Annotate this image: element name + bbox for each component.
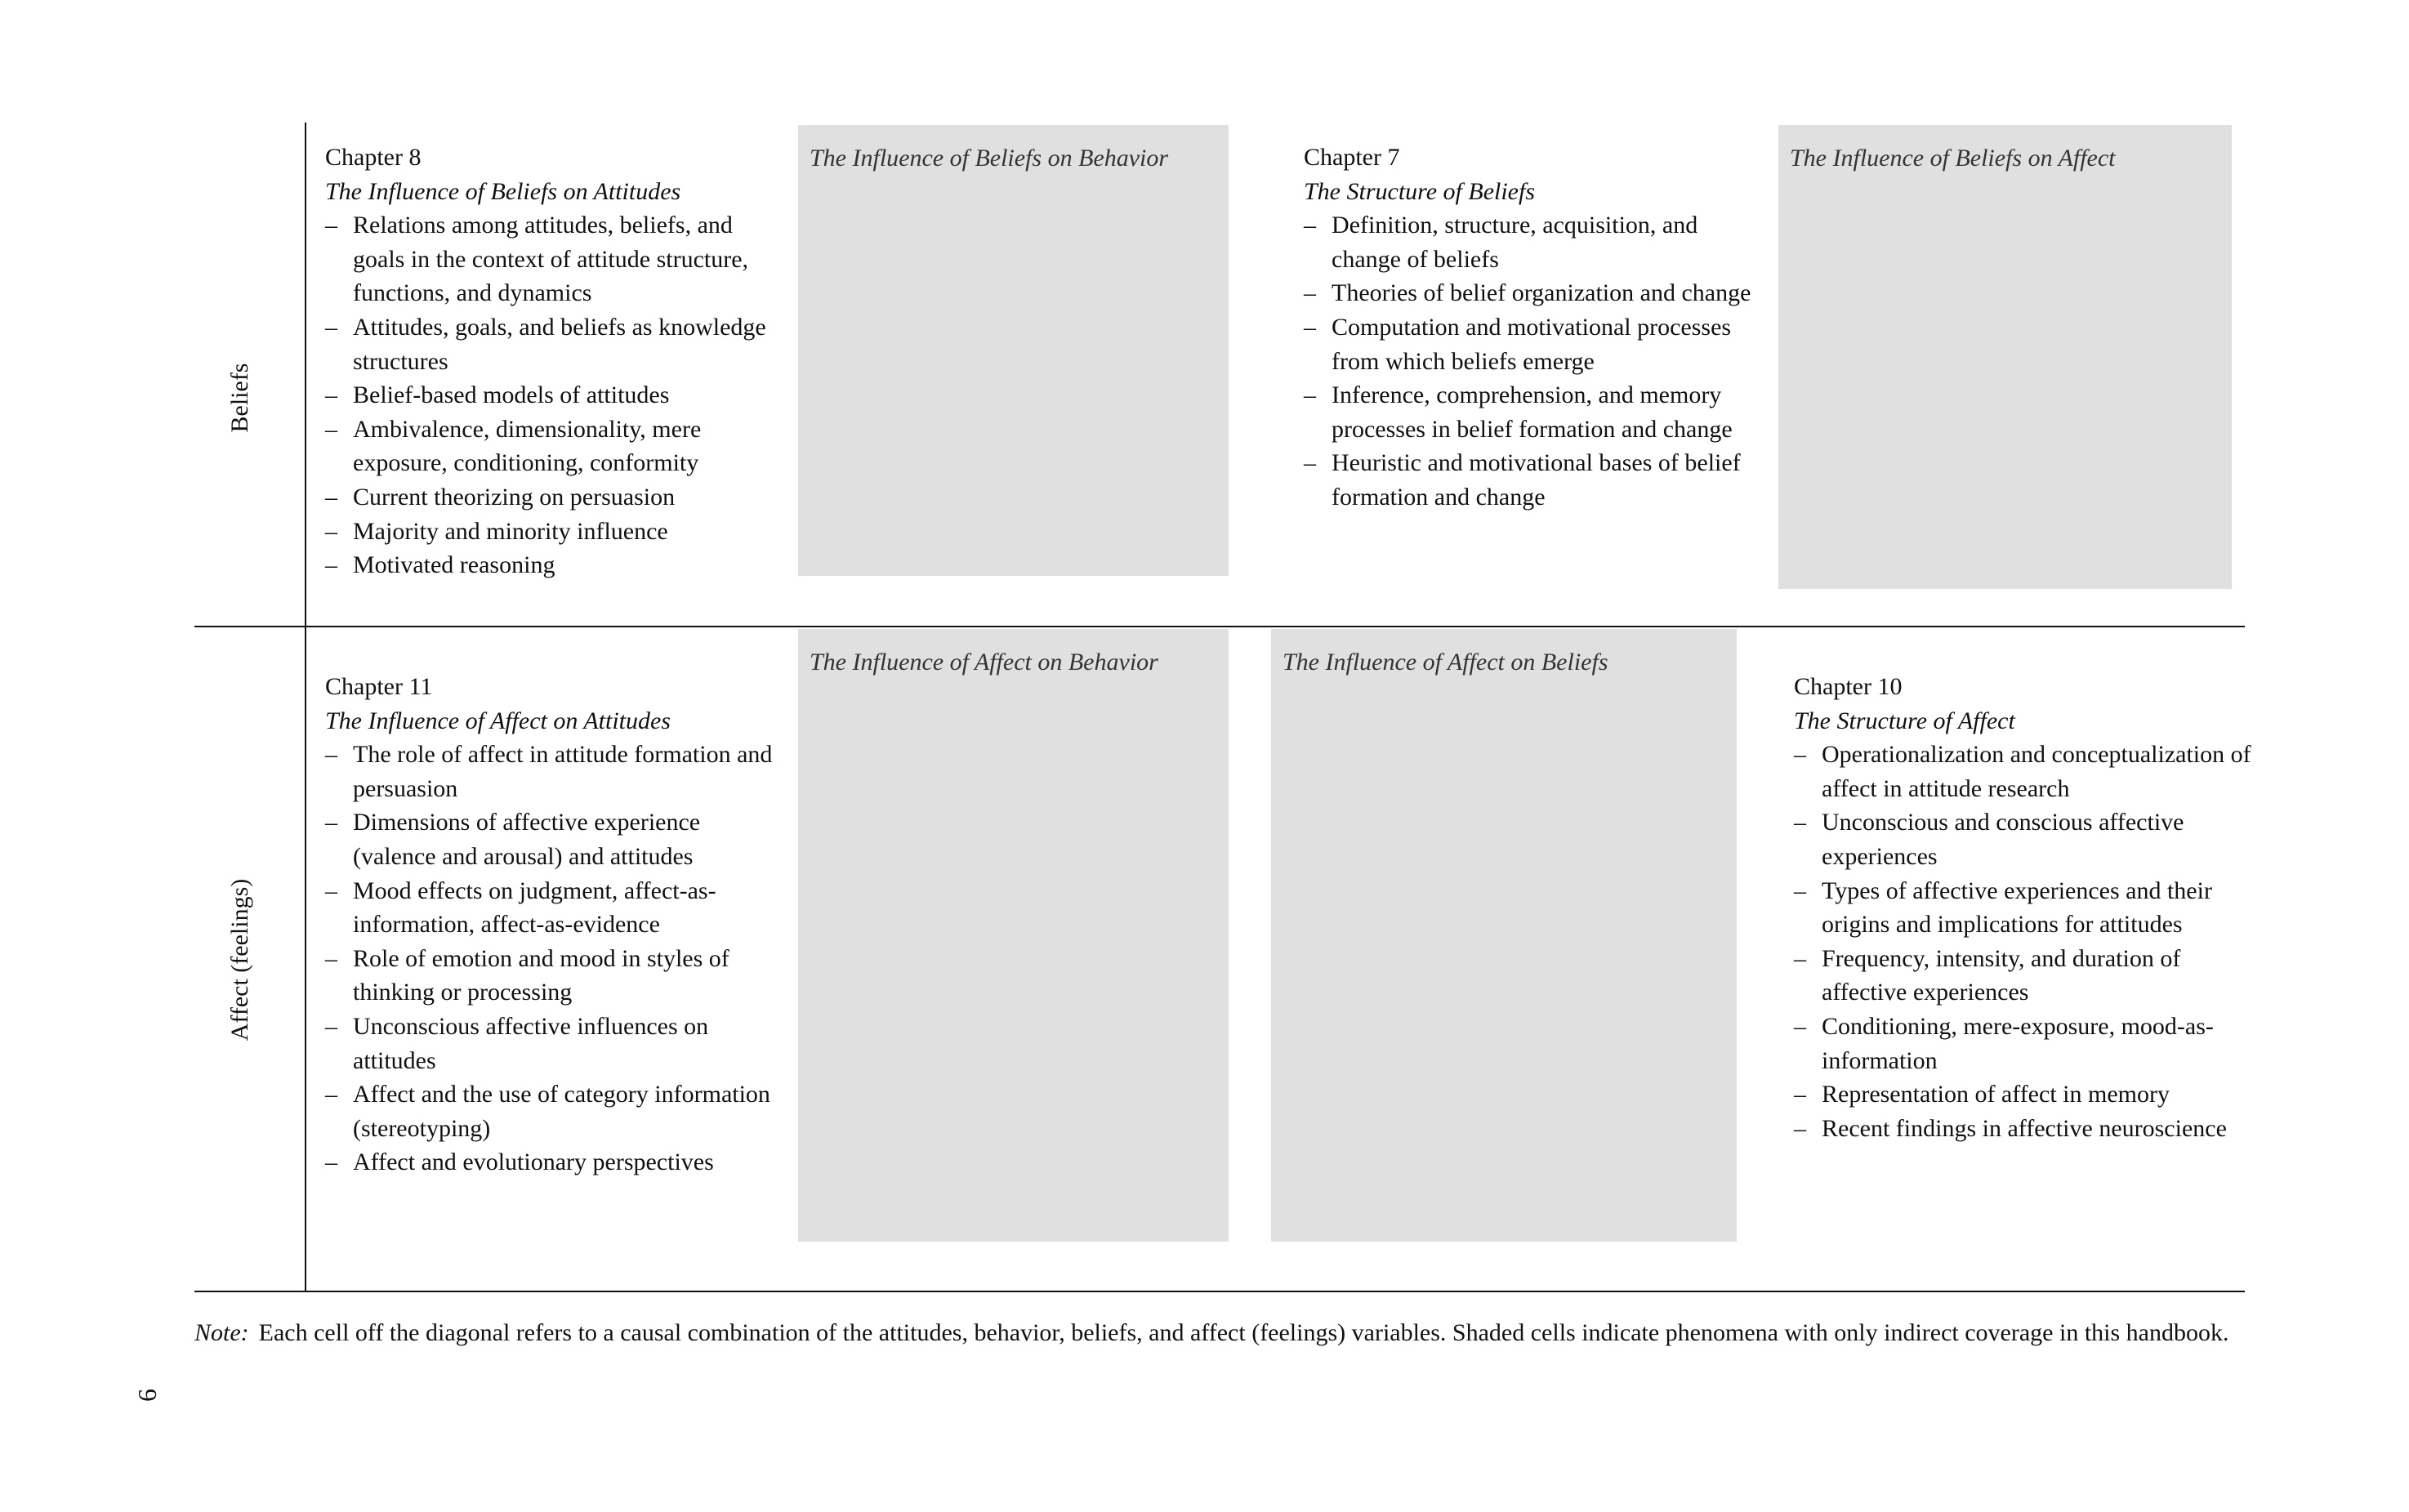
chapter-title: The Influence of Affect on Attitudes <box>325 707 671 734</box>
list-item: – Relations among attitudes, beliefs, and goals in the context of attitude structure, functions, and dynamics <box>325 208 783 310</box>
chapter-title: The Influence of Beliefs on Attitudes <box>325 177 681 205</box>
cell-chapter-8 <box>325 140 783 582</box>
cell-chapter-7 <box>1304 140 1761 515</box>
chapter-number: Chapter 7 <box>1304 144 1400 171</box>
shaded-cell-title: The Influence of Affect on Behavior <box>810 649 1158 676</box>
shaded-cell-beliefs-affect <box>1778 125 2232 589</box>
list-item: – Inference, comprehension, and memory processes in belief formation and change <box>1304 378 1761 446</box>
topic-list <box>325 738 783 1180</box>
note-text: Each cell off the diagonal refers to a causal combination of the attitudes, behavior, beliefs, and affect (feelings) variables. Shaded cells indicate phenomena with only indirect coverage in this handbook. <box>258 1319 2229 1346</box>
topic-list <box>325 208 783 582</box>
list-item: – Unconscious and conscious affective experiences <box>1794 805 2251 873</box>
list-item: – Affect and the use of category information (stereotyping) <box>325 1077 783 1145</box>
shaded-cell-beliefs-behavior <box>798 125 1229 576</box>
chapter-number: Chapter 10 <box>1794 673 1903 700</box>
chapter-title: The Structure of Beliefs <box>1304 177 1536 205</box>
row-label-affect: Affect (feelings) <box>226 878 253 1041</box>
list-item: – Recent findings in affective neuroscience <box>1794 1112 2251 1146</box>
list-item: – Attitudes, goals, and beliefs as knowledge structures <box>325 310 783 378</box>
cell-chapter-10 <box>1794 670 2251 1145</box>
list-item: – Operationalization and conceptualization of affect in attitude research <box>1794 738 2251 805</box>
topic-list <box>1794 738 2251 1145</box>
page-number: 6 <box>132 1389 162 1402</box>
shaded-cell-title: The Influence of Beliefs on Behavior <box>810 145 1169 172</box>
table-note <box>194 1315 2246 1350</box>
shaded-cell-affect-behavior <box>798 629 1229 1242</box>
list-item: – Representation of affect in memory <box>1794 1077 2251 1112</box>
chapter-number: Chapter 11 <box>325 673 433 700</box>
topic-list <box>1304 208 1761 514</box>
list-item: – Role of emotion and mood in styles of thinking or processing <box>325 942 783 1010</box>
list-item: – Types of affective experiences and their origins and implications for attitudes <box>1794 874 2251 942</box>
note-label: Note: <box>194 1319 249 1346</box>
chapter-number: Chapter 8 <box>325 144 422 171</box>
vertical-rule <box>305 123 306 1292</box>
list-item: – Mood effects on judgment, affect-as-information, affect-as-evidence <box>325 874 783 942</box>
list-item: – Motivated reasoning <box>325 548 783 582</box>
list-item: – Heuristic and motivational bases of belief formation and change <box>1304 446 1761 514</box>
list-item: – Affect and evolutionary perspectives <box>325 1145 783 1180</box>
list-item: – Conditioning, mere-exposure, mood-as-information <box>1794 1010 2251 1077</box>
list-item: – Majority and minority influence <box>325 515 783 549</box>
shaded-cell-affect-beliefs <box>1271 629 1737 1242</box>
list-item: – Ambivalence, dimensionality, mere exposure, conditioning, conformity <box>325 413 783 480</box>
list-item: – Current theorizing on persuasion <box>325 480 783 515</box>
bottom-rule <box>194 1291 2245 1292</box>
row-label-beliefs: Beliefs <box>226 363 253 433</box>
list-item: – The role of affect in attitude formation and persuasion <box>325 738 783 805</box>
list-item: – Computation and motivational processes from which beliefs emerge <box>1304 310 1761 378</box>
list-item: – Theories of belief organization and change <box>1304 276 1761 310</box>
shaded-cell-title: The Influence of Beliefs on Affect <box>1790 145 2116 172</box>
list-item: – Belief-based models of attitudes <box>325 378 783 413</box>
chapter-title: The Structure of Affect <box>1794 707 2015 734</box>
cell-chapter-11 <box>325 670 783 1180</box>
list-item: – Frequency, intensity, and duration of affective experiences <box>1794 942 2251 1010</box>
shaded-cell-title: The Influence of Affect on Beliefs <box>1283 649 1608 676</box>
list-item: – Dimensions of affective experience (valence and arousal) and attitudes <box>325 805 783 873</box>
list-item: – Definition, structure, acquisition, and change of beliefs <box>1304 208 1761 276</box>
row-divider-rule <box>194 626 2245 627</box>
list-item: – Unconscious affective influences on attitudes <box>325 1010 783 1077</box>
